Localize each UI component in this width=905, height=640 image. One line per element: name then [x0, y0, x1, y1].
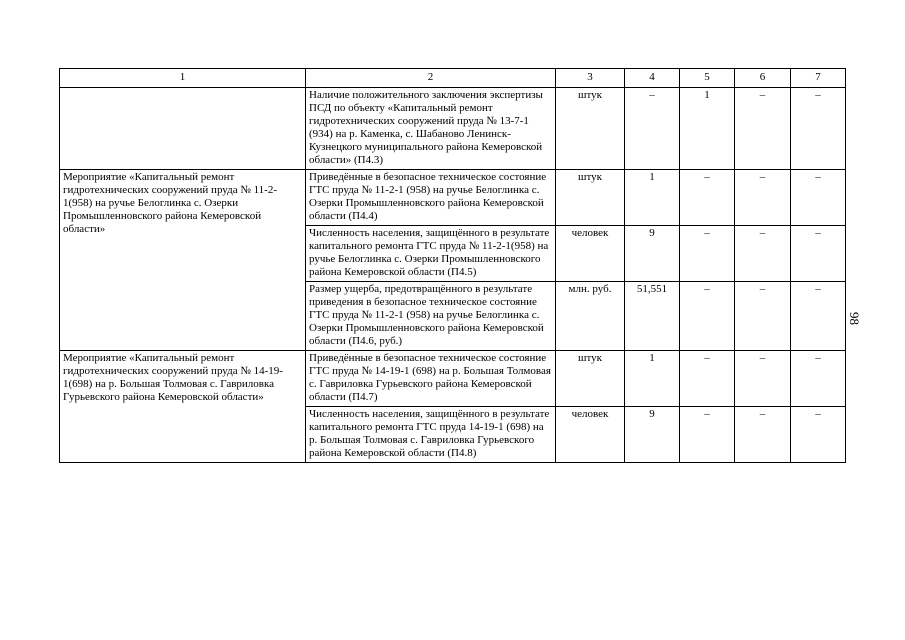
- value-cell-col7: –: [791, 407, 846, 463]
- value-cell-col6: –: [735, 351, 791, 407]
- value-cell-col6: –: [735, 88, 791, 170]
- value-cell-col4: 1: [625, 170, 680, 226]
- value-cell-col5: –: [680, 170, 735, 226]
- value-cell-col7: –: [791, 351, 846, 407]
- value-cell-col6: –: [735, 226, 791, 282]
- value-cell-col4: 1: [625, 351, 680, 407]
- column-header: 3: [556, 69, 625, 88]
- measure-cell: [60, 88, 306, 170]
- value-cell-col5: –: [680, 351, 735, 407]
- value-cell-col7: –: [791, 282, 846, 351]
- value-cell-col4: –: [625, 88, 680, 170]
- indicator-cell: Размер ущерба, предотвращённого в результате приведения в безопасное техническое состояние ГТС пруда № 11-2-1 (958) на ручье Белоглинка с. Озерки Промышленновского района Кемеровской области (П4.6, руб.): [306, 282, 556, 351]
- page-number: 98: [847, 312, 862, 325]
- unit-cell: человек: [556, 226, 625, 282]
- value-cell-col5: –: [680, 282, 735, 351]
- value-cell-col5: –: [680, 407, 735, 463]
- unit-cell: млн. руб.: [556, 282, 625, 351]
- value-cell-col4: 51,551: [625, 282, 680, 351]
- column-header: 5: [680, 69, 735, 88]
- column-header: 1: [60, 69, 306, 88]
- column-number-row: [60, 69, 846, 88]
- value-cell-col5: 1: [680, 88, 735, 170]
- table-row: [60, 170, 846, 226]
- table-body: [60, 88, 846, 463]
- indicator-cell: Приведённые в безопасное техническое состояние ГТС пруда № 14-19-1 (698) на р. Большая Толмовая с. Гавриловка Гурьевского района Кемеровской области (П4.7): [306, 351, 556, 407]
- value-cell-col4: 9: [625, 407, 680, 463]
- indicator-cell: Приведённые в безопасное техническое состояние ГТС пруда № 11-2-1 (958) на ручье Белоглинка с. Озерки Промышленновского района Кемеровской области (П4.4): [306, 170, 556, 226]
- measure-cell: Мероприятие «Капитальный ремонт гидротехнических сооружений пруда № 14-19-1(698) на р. Большая Толмовая с. Гавриловка Гурьевского района Кемеровской области»: [60, 351, 306, 463]
- column-header: 6: [735, 69, 791, 88]
- table-row: [60, 351, 846, 407]
- column-header: 7: [791, 69, 846, 88]
- value-cell-col4: 9: [625, 226, 680, 282]
- indicator-cell: Численность населения, защищённого в результате капитального ремонта ГТС пруда 14-19-1 (698) на р. Большая Толмовая с. Гавриловка Гурьевского района Кемеровской области (П4.8): [306, 407, 556, 463]
- indicator-cell: Наличие положительного заключения экспертизы ПСД по объекту «Капитальный ремонт гидротехнических сооружений пруда № 13-7-1 (934) на р. Каменка, с. Шабаново Ленинск-Кузнецкого муниципального района Кемеровской области» (П4.3): [306, 88, 556, 170]
- indicator-cell: Численность населения, защищённого в результате капитального ремонта ГТС пруда № 11-2-1(958) на ручье Белоглинка с. Озерки Промышленновского района Кемеровской области (П4.5): [306, 226, 556, 282]
- unit-cell: человек: [556, 407, 625, 463]
- measure-cell: Мероприятие «Капитальный ремонт гидротехнических сооружений пруда № 11-2-1(958) на ручье Белоглинка с. Озерки Промышленновского района Кемеровской области»: [60, 170, 306, 351]
- column-header: 4: [625, 69, 680, 88]
- value-cell-col6: –: [735, 407, 791, 463]
- value-cell-col6: –: [735, 170, 791, 226]
- table-row: [60, 88, 846, 170]
- unit-cell: штук: [556, 351, 625, 407]
- value-cell-col5: –: [680, 226, 735, 282]
- column-header: 2: [306, 69, 556, 88]
- program-indicators-table: [59, 68, 846, 463]
- value-cell-col7: –: [791, 88, 846, 170]
- value-cell-col7: –: [791, 170, 846, 226]
- value-cell-col7: –: [791, 226, 846, 282]
- value-cell-col6: –: [735, 282, 791, 351]
- unit-cell: штук: [556, 88, 625, 170]
- unit-cell: штук: [556, 170, 625, 226]
